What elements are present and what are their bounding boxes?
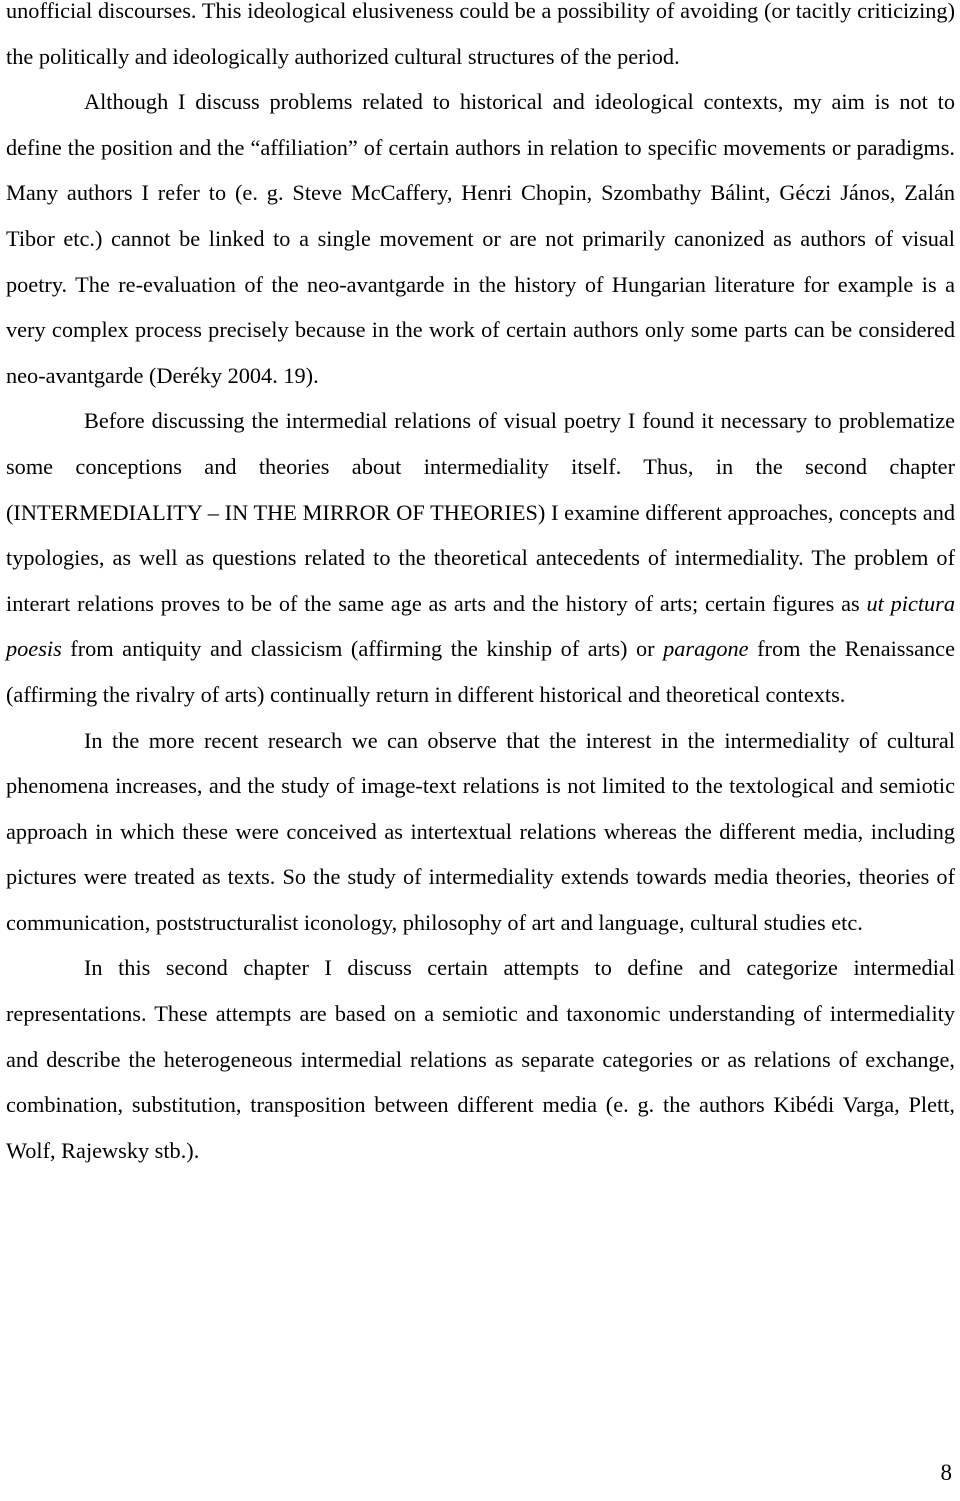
page-number: 8 bbox=[940, 1460, 952, 1485]
text-run: unofficial discourses. This ideological elusiveness could be a possibility of avoiding (or tacitly criticizing) the politically and ideologically authorized cultural structures of the period. bbox=[6, 0, 955, 69]
paragraph-second-chapter-intro bbox=[6, 398, 955, 717]
text-run: In the more recent research we can observe that the interest in the intermediality of cultural phenomena increases, and the study of image-text relations is not limited to the textological and semiotic approach in which these were conceived as intertextual relations whereas the different media, including pictures were treated as texts. So the study of intermediality extends towards media theories, theories of communication, poststructuralist iconology, philosophy of art and language, cultural studies etc. bbox=[6, 727, 955, 935]
text-run: Although I discuss problems related to historical and ideological contexts, my aim is not to define the position and the “affiliation” of certain authors in relation to specific movements or paradigms. Many authors I refer to (e. g. Steve McCaffery, Henri Chopin, Szombathy Bálint, Géczi János, Zalán Tibor etc.) cannot be linked to a single movement or are not primarily canonized as authors of visual poetry. The re-evaluation of the neo-avantgarde in the history of Hungarian literature for example is a very complex process precisely because in the work of certain authors only some parts can be considered neo-avantgarde (Deréky 2004. 19). bbox=[6, 89, 955, 388]
text-run: Before discussing the intermedial relations of visual poetry I found it necessary to problematize some conceptions and theories about intermediality itself. Thus, in the second chapter (INTERMEDIALITY – IN THE MIRROR OF THEORIES) I examine different approaches, concepts and typologies, as well as questions related to the theoretical antecedents of intermediality. The problem of interart relations proves to be of the same age as arts and the history of arts; certain figures as bbox=[6, 408, 955, 616]
text-run: from the Renaissance (affirming the rivalry of arts) continually return in different historical and theoretical contexts. bbox=[6, 636, 955, 707]
italic-term-paragone: paragone bbox=[663, 636, 749, 662]
body-text bbox=[6, 0, 955, 1173]
paragraph-recent-research bbox=[6, 718, 955, 946]
paragraph-continuation bbox=[6, 0, 955, 79]
paragraph-categorize-intermedial bbox=[6, 945, 955, 1173]
text-run: In this second chapter I discuss certain attempts to define and categorize intermedial representations. These attempts are based on a semiotic and taxonomic understanding of intermediality and describe the heterogeneous intermedial relations as separate categories or as relations of exchange, combination, substitution, transposition between different media (e. g. the authors Kibédi Varga, Plett, Wolf, Rajewsky stb.). bbox=[6, 955, 955, 1163]
paragraph-authors-affiliation bbox=[6, 79, 955, 398]
text-run: from antiquity and classicism (affirming the kinship of arts) or bbox=[61, 636, 664, 662]
italic-term-ut-pictura-poesis: ut pictura poesis bbox=[6, 590, 956, 662]
